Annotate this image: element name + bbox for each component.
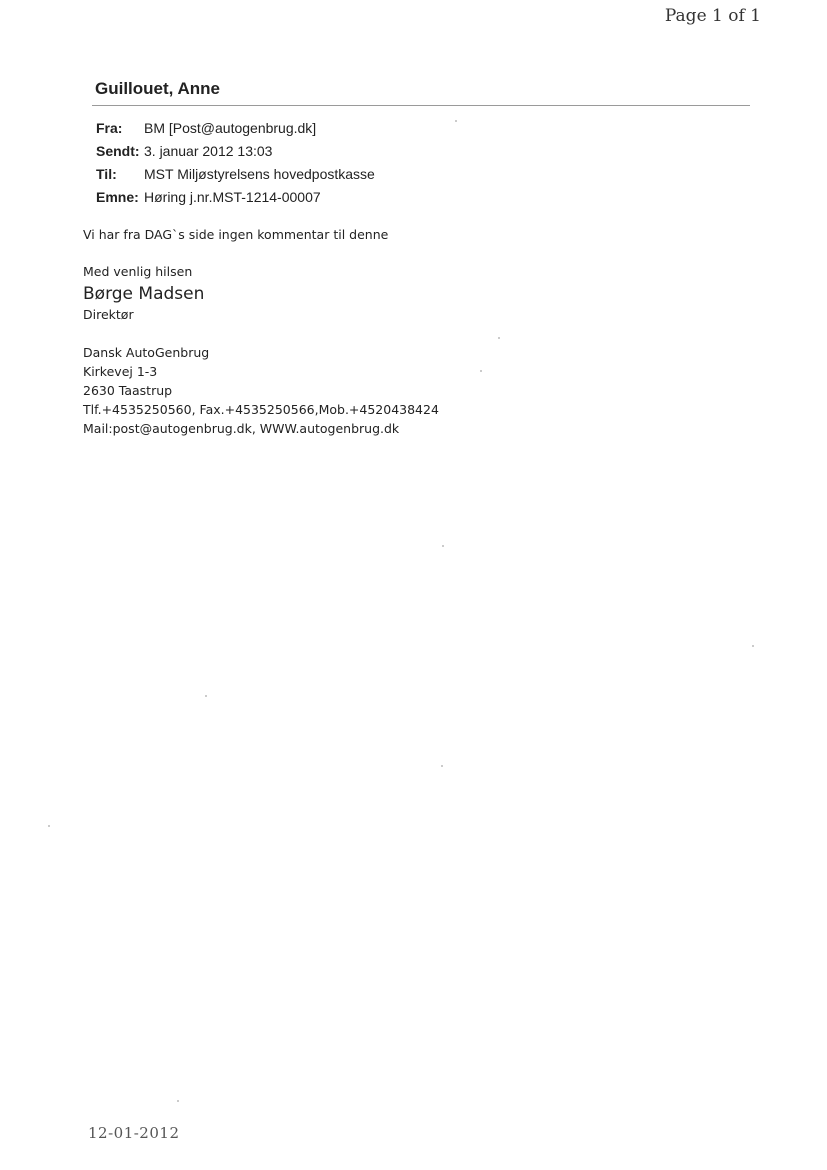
subject-label: Emne: xyxy=(96,188,139,205)
from-label: Fra: xyxy=(96,119,123,136)
subject-row xyxy=(96,185,375,208)
page-number: Page 1 of 1 xyxy=(664,6,761,26)
subject-value: Høring j.nr.MST-1214-00007 xyxy=(144,188,321,205)
from-row xyxy=(96,116,375,139)
sent-label: Sendt: xyxy=(96,142,140,159)
signature-city: 2630 Taastrup xyxy=(83,383,173,398)
to-row xyxy=(96,162,375,185)
scan-speck xyxy=(752,645,754,647)
signature-phones: Tlf.+4535250560, Fax.+4535250566,Mob.+4520438424 xyxy=(83,402,439,417)
header-divider xyxy=(92,105,750,106)
message-body: Vi har fra DAG`s side ingen kommentar til denne xyxy=(83,227,389,242)
scan-speck xyxy=(177,1100,179,1102)
signature-street: Kirkevej 1-3 xyxy=(83,364,158,379)
scan-speck xyxy=(480,370,482,372)
scan-speck xyxy=(455,120,457,122)
sender-name-heading: Guillouet, Anne xyxy=(95,79,220,98)
scan-speck xyxy=(498,337,500,339)
scan-speck xyxy=(441,765,443,767)
signature-contact: Mail:post@autogenbrug.dk, WWW.autogenbrug.dk xyxy=(83,421,400,436)
signature-company: Dansk AutoGenbrug xyxy=(83,345,210,360)
to-value: MST Miljøstyrelsens hovedpostkasse xyxy=(144,165,375,182)
signature-title: Direktør xyxy=(83,307,134,322)
sent-value: 3. januar 2012 13:03 xyxy=(144,142,273,159)
from-value: BM [Post@autogenbrug.dk] xyxy=(144,119,317,136)
scan-speck xyxy=(205,695,207,697)
scan-speck xyxy=(48,825,50,827)
to-label: Til: xyxy=(96,165,117,182)
received-stamp-date: 12-01-2012 xyxy=(88,1124,180,1142)
signature-greeting: Med venlig hilsen xyxy=(83,264,193,279)
email-headers xyxy=(96,116,375,208)
signature-name: Børge Madsen xyxy=(83,284,205,304)
sent-row xyxy=(96,139,375,162)
scan-speck xyxy=(442,545,444,547)
